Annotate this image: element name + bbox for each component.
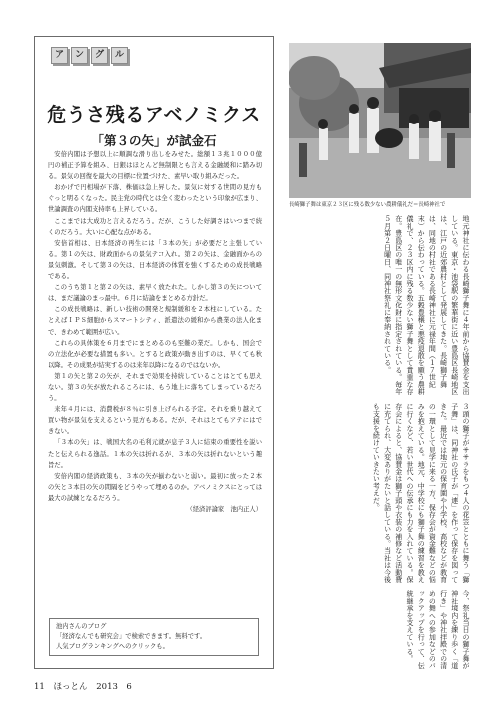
article-body — [48, 149, 262, 515]
page-footer — [34, 680, 138, 692]
page-number: 11 — [34, 682, 45, 692]
blog-search-note: 「経済なんでも研究会」で検索できます。無料です。 — [56, 633, 207, 641]
magazine-name: ほっとん — [53, 682, 88, 692]
paragraph: これらの具体策を６月までにまとめるのも至難の業だ。しかも、国会での立法化が必要な措置も多い。とすると政策が動き出すのは、早くても秋以降。その成果が結実するのは来年以降になるのではないか。 — [48, 339, 262, 369]
paragraph: 「３本の矢」は、戦国大名の毛利元就が息子３人に結束の重要性を説いたと伝えられる逸話。１本の矢は折れるが、３本の矢は折れないという趣旨だ。 — [48, 439, 262, 469]
blog-ranking-note: 人気ブログランキングへのクリックも。 — [56, 643, 169, 651]
vertical-paragraph: 今、祭礼当日の獅子舞が神社境内を練り歩く「道行き」や神社拝殿での清めの舞への参加などのバックアップを行って、伝統継承を支えている。 — [405, 590, 470, 670]
vertical-text-column — [293, 403, 471, 585]
issue-date: 2013 6 — [96, 682, 132, 692]
vertical-text-column — [293, 215, 471, 395]
column-tag — [51, 47, 128, 64]
paragraph: 第１の矢と第２の矢が、それまで効果を持続していることはとても思えない。第３の矢が放たれるころには、もう地上に落ちてしまっているだろう。 — [48, 372, 262, 403]
paragraph: ここまでは大成功と言えるだろう。だが、こうした好調さはいつまで続くのだろう。大いに心配な点がある。 — [48, 217, 262, 236]
festival-photo — [289, 43, 471, 198]
paragraph: 安倍内閣の経済政策も、３本の矢が揃わないと弱い。最初に放った２本の矢と３本目の矢の間隔をどうやって埋めるのか。アベノミクスにとっては最大の試練となるだろう。 — [48, 472, 262, 502]
paragraph: おかげで円相場が下落、株価は急上昇した。景気に対する世間の見方もぐっと明るくなった。民主党の時代とは全く変わったという印象が広まり、世論調査の内閣支持率も上昇している。 — [48, 184, 262, 214]
blog-title: 池内さんのブログ — [56, 623, 107, 630]
vertical-paragraph: ３頭の獅子がササラをもつ４人の花笠とともに舞う「獅子舞」は、同神社の氏子が「連」を作って保存を図ってきた。最近では地元の保育園や小学校、高校などが教育の一環として見学に来る一方、保存会が資金難などの悩みを抱えている。地元、中学校にも獅子舞の練習を教えに行くなど、若い世代への伝承にも力を入れている。保存会によると、協賛金は獅子頭や衣装の補修など活動費に充てられ、大変ありがたいと話している。当社は今後も支援を続けていきたい考えだ。 — [372, 403, 470, 583]
headline: 危うさ残るアベノミクス — [47, 103, 261, 126]
author-signature: （経済評論家 池内正人） — [186, 506, 262, 513]
column-box — [34, 36, 274, 669]
photo-caption: 長崎獅子舞は東京２３区に残る数少ない農耕儀礼だ＝長崎神社で — [289, 202, 446, 208]
paragraph: この成長戦略は、新しい技術の開発と規制緩和を２本柱にしている。たとえばＩＰＳ細胞からスマートシティ、派遣法の緩和から農業の法人化まで、きわめて範囲が広い。 — [48, 306, 262, 336]
paragraph: 安倍首相は、日本経済の再生には「３本の矢」が必要だと主張している。第１の矢は、財政面からの景気テコ入れ。第２の矢は、金融面からの景気刺激。そして第３の矢は、日本経済の体質を強くするための成長戦略である。 — [48, 239, 262, 281]
paragraph: 来年４月には、消費税が８％に引き上げられる予定。それを乗り越えて買い物が景気を支えるという見方もある。だが、それはとてもアテにはできない。 — [48, 406, 262, 436]
column-tag-char: グ — [91, 47, 108, 64]
column-tag-char: ン — [71, 47, 88, 64]
column-tag-char: ル — [111, 47, 128, 64]
paragraph: 安倍内閣は予想以上に順調な滑り出しをみせた。総額１３兆１０００億円の補正予算を組み、日銀はほとんど無制限とも言える金融緩和に踏み切る。景気の回復を最大の目標に位置づけた、素早い取り組みだった。 — [48, 151, 262, 181]
vertical-text-column — [293, 590, 471, 672]
vertical-paragraph: 地元神社に伝わる長崎獅子舞に４年前から協賛金を支出している。東京・池袋駅の繁華街に近い豊島区長崎地区は、江戸の近郊農村として発展してきた。長崎獅子舞は、同地の村社である長崎神社に元禄年間（１７世紀末）から伝わっている。五穀豊穣と悪疫退散を願う農耕儀礼で、２３区内に残る数少ない獅子舞として貴重な存在。豊島区の唯一の無形文化財に指定されている。毎年５月第２日曜日、同神社祭礼に奉納されている。 — [383, 215, 470, 395]
subheadline: 「第３の矢」が試金石 — [91, 133, 217, 149]
blog-info-box — [49, 618, 259, 656]
column-tag-char: ア — [51, 47, 68, 64]
paragraph: このうち第１と第２の矢は、素早く放たれた。しかし第３の矢については、まだ議論のまっ最中。６月に結論をまとめる方針だ。 — [48, 284, 262, 303]
